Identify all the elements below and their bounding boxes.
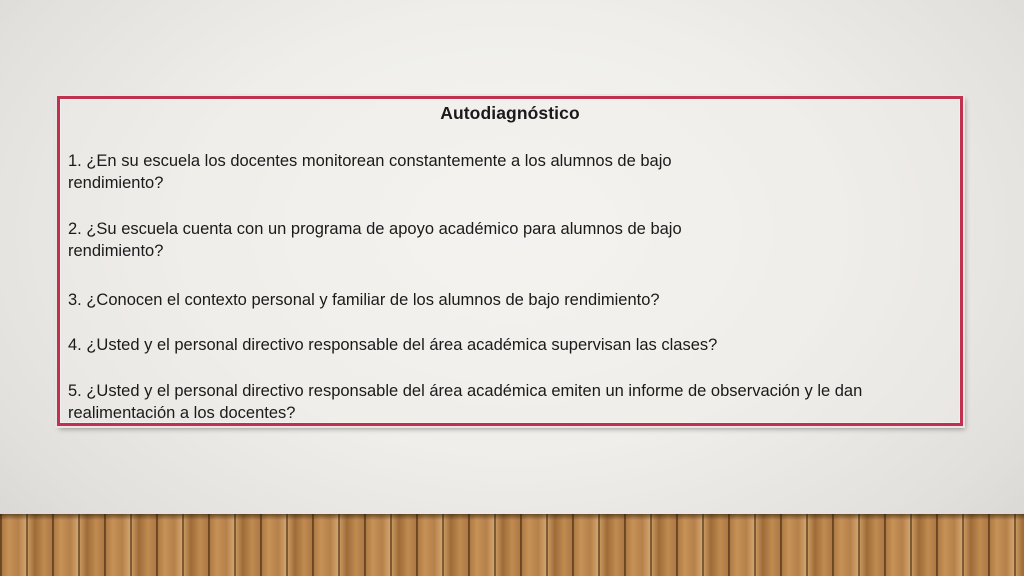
floor-shadow (0, 514, 1024, 520)
slide-title: Autodiagnóstico (440, 103, 580, 123)
question-5: 5. ¿Usted y el personal directivo responsable del área académica emiten un informe de observación y le dan realimentación a los docentes? (68, 382, 863, 422)
question-1: 1. ¿En su escuela los docentes monitorean constantemente a los alumnos de bajo rendimiento? (68, 152, 672, 192)
question-3: 3. ¿Conocen el contexto personal y familiar de los alumnos de bajo rendimiento? (68, 291, 660, 309)
question-4: 4. ¿Usted y el personal directivo responsable del área académica supervisan las clases? (68, 336, 718, 354)
wood-floor (0, 514, 1024, 576)
question-2: 2. ¿Su escuela cuenta con un programa de apoyo académico para alumnos de bajo rendimiento? (68, 220, 682, 260)
content-box (57, 96, 963, 426)
